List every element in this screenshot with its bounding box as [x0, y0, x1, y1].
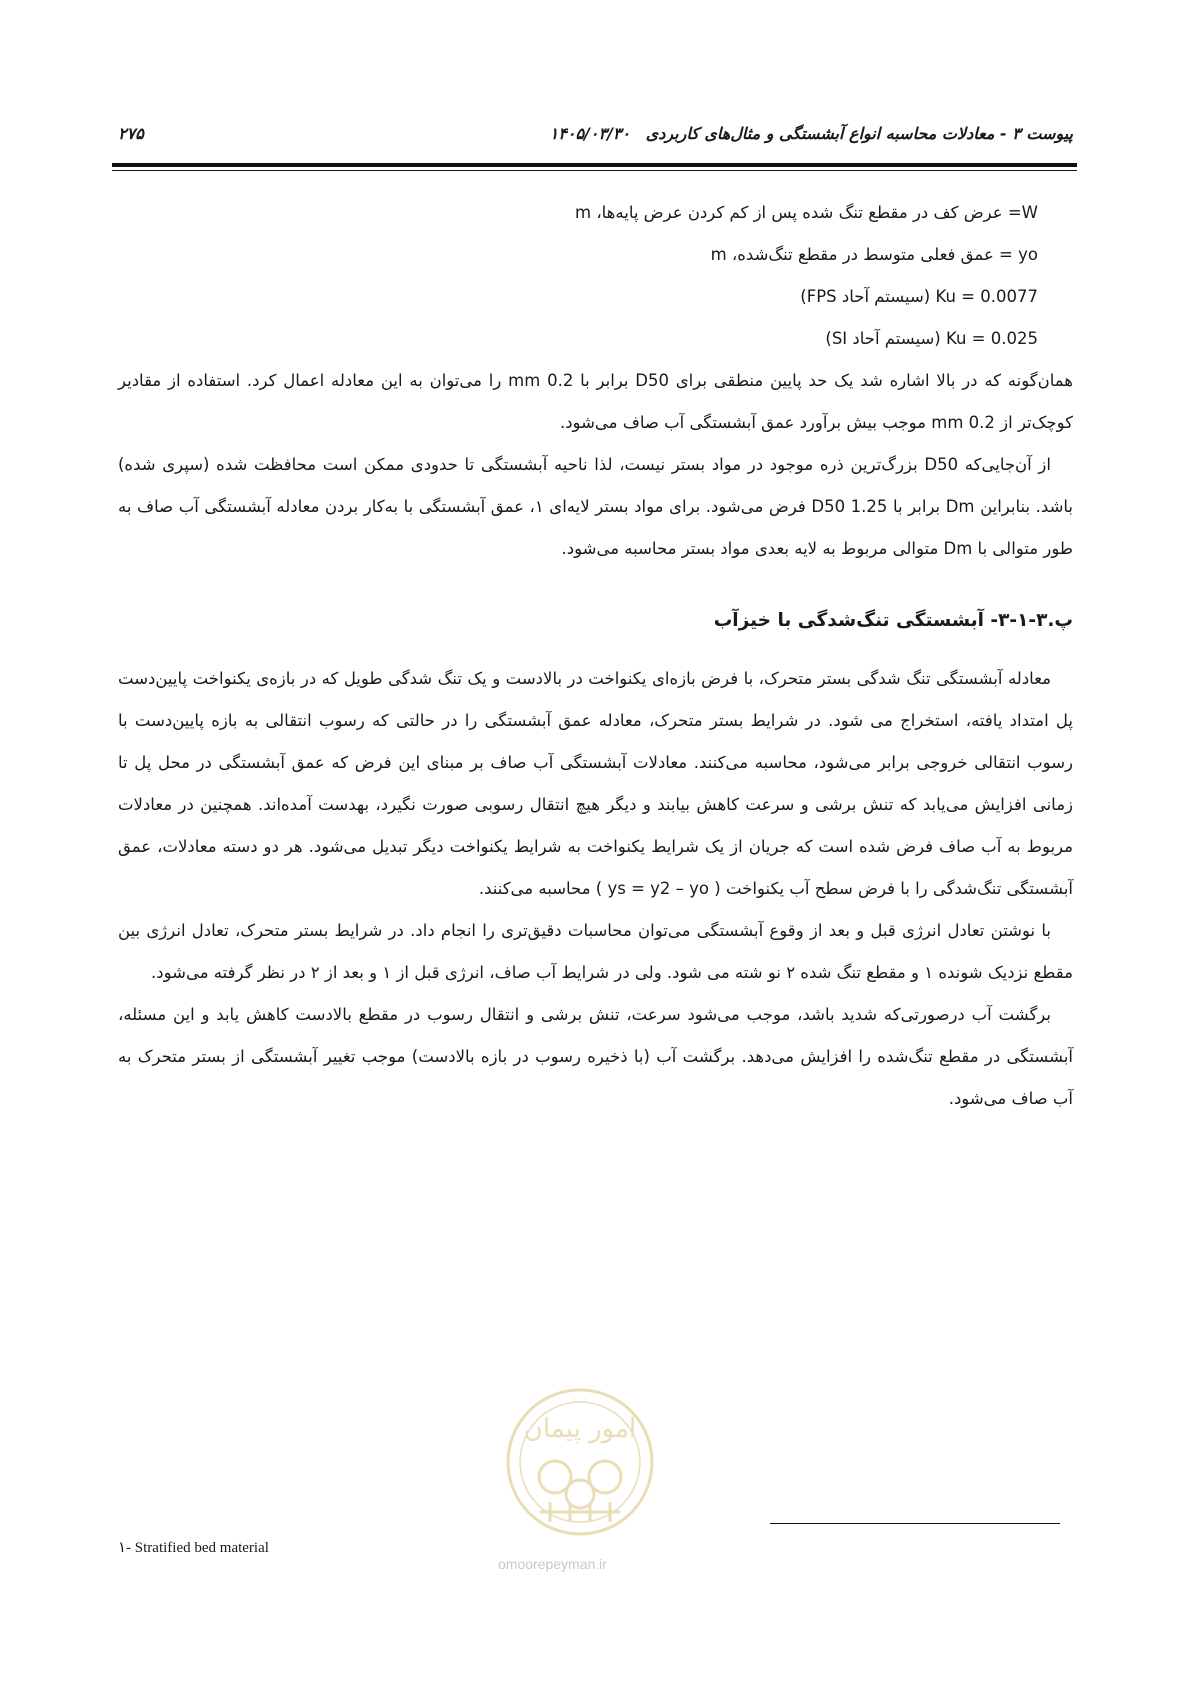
header-title	[550, 124, 1073, 143]
definition-line: yo = عمق فعلی متوسط در مقطع تنگ‌شده، m	[710, 245, 1038, 264]
watermark-seal-icon	[480, 1382, 680, 1542]
footnote: ۱- Stratified bed material	[118, 1540, 269, 1556]
definition-line: Ku = 0.025 (سیستم آحاد SI)	[825, 329, 1038, 348]
watermark-url: omoorepeyman.ir	[498, 1556, 607, 1572]
header-title-text: پیوست ۳ - معادلات محاسبه انواع آبشستگی و مثال‌های کاربردی	[645, 124, 1073, 143]
header-date: ۱۴۰۵/۰۳/۳۰	[549, 124, 631, 143]
definition-line: W= عرض کف در مقطع تنگ شده پس از کم کردن عرض پایه‌ها، m	[575, 203, 1038, 222]
paragraph: معادله آبشستگی تنگ شدگی بستر متحرک، با فرض بازه‌ای یکنواخت در بالادست و یک تنگ شدگی طویل که در بازه‌ی یکنواخت پایین‌دست پل امتداد یافته، استخراج می شود. در شرایط بستر متحرک، معادله عمق آبشستگی را در حالتی که رسوب انتقالی به بازه پایین‌دست با رسوب انتقالی خروجی برابر می‌شود، محاسبه می‌کنند. معادلات آبشستگی آب صاف بر مبنای این فرض که عمق آبشستگی در محل پل تا زمانی افزایش می‌یابد که تنش برشی و سرعت کاهش بیابند و دیگر هیچ انتقال رسوبی صورت نگیرد، بهدست آمده‌اند. همچنین در معادلات مربوط به آب صاف فرض شده است که جریان از یک شرایط یکنواخت به شرایط یکنواخت دیگر تبدیل می‌شود. هر دو دسته معادلات، عمق آبشستگی تنگ‌شدگی را با فرض سطح آب یکنواخت ( ys = y2 – yo ) محاسبه می‌کنند.	[118, 669, 1073, 898]
page-number: ۲۷۵	[118, 124, 144, 143]
section-heading: پ.۳-۱-۳- آبشستگی تنگ‌شدگی با خیزآب	[713, 610, 1073, 631]
paragraph: با نوشتن تعادل انرژی قبل و بعد از وقوع آبشستگی می‌توان محاسبات دقیق‌تری را انجام داد. در شرایط بستر متحرک، تعادل انرژی بین مقطع نزدیک شونده ۱ و مقطع تنگ شده ۲ نو شته می شود. ولی در شرایط آب صاف، انرژی قبل از ۱ و بعد از ۲ در نظر گرفته می‌شود.	[118, 921, 1073, 982]
paragraph: از آن‌جایی‌که D50 بزرگ‌ترین ذره موجود در مواد بستر نیست، لذا ناحیه آبشستگی تا حدودی ممکن است محافظت شده (سپری شده) باشد. بنابراین Dm برابر با 1.25 D50 فرض می‌شود. برای مواد بستر لایه‌ای ۱، عمق آبشستگی با به‌کار بردن معادله آبشستگی آب صاف به طور متوالی با Dm متوالی مربوط به لایه بعدی مواد بستر محاسبه می‌شود.	[118, 455, 1074, 558]
header-rule-thick	[112, 163, 1077, 167]
paragraph: همان‌گونه که در بالا اشاره شد یک حد پایین منطقی برای D50 برابر با 0.2 mm را می‌توان به این معادله اعمال کرد. استفاده از مقادیر کوچک‌تر از 0.2 mm موجب بیش برآورد عمق آبشستگی آب صاف می‌شود.	[118, 371, 1074, 432]
header-rule-thin	[112, 170, 1077, 171]
watermark-seal-text: امور پیمان	[523, 1414, 637, 1444]
page-body	[118, 192, 1073, 1120]
running-header	[118, 124, 1073, 158]
footnote-rule	[770, 1523, 1060, 1524]
definition-line: Ku = 0.0077 (سیستم آحاد FPS)	[800, 287, 1038, 306]
definitions-list	[118, 192, 1038, 360]
paragraph: برگشت آب درصورتی‌که شدید باشد، موجب می‌شود سرعت، تنش برشی و انتقال رسوب در مقطع بالادست کاهش یابد و این مسئله، آبشستگی در مقطع تنگ‌شده را افزایش می‌دهد. برگشت آب (با ذخیره رسوب در بازه بالادست) موجب تغییر آبشستگی از بستر متحرک به آب صاف می‌شود.	[118, 1005, 1073, 1108]
